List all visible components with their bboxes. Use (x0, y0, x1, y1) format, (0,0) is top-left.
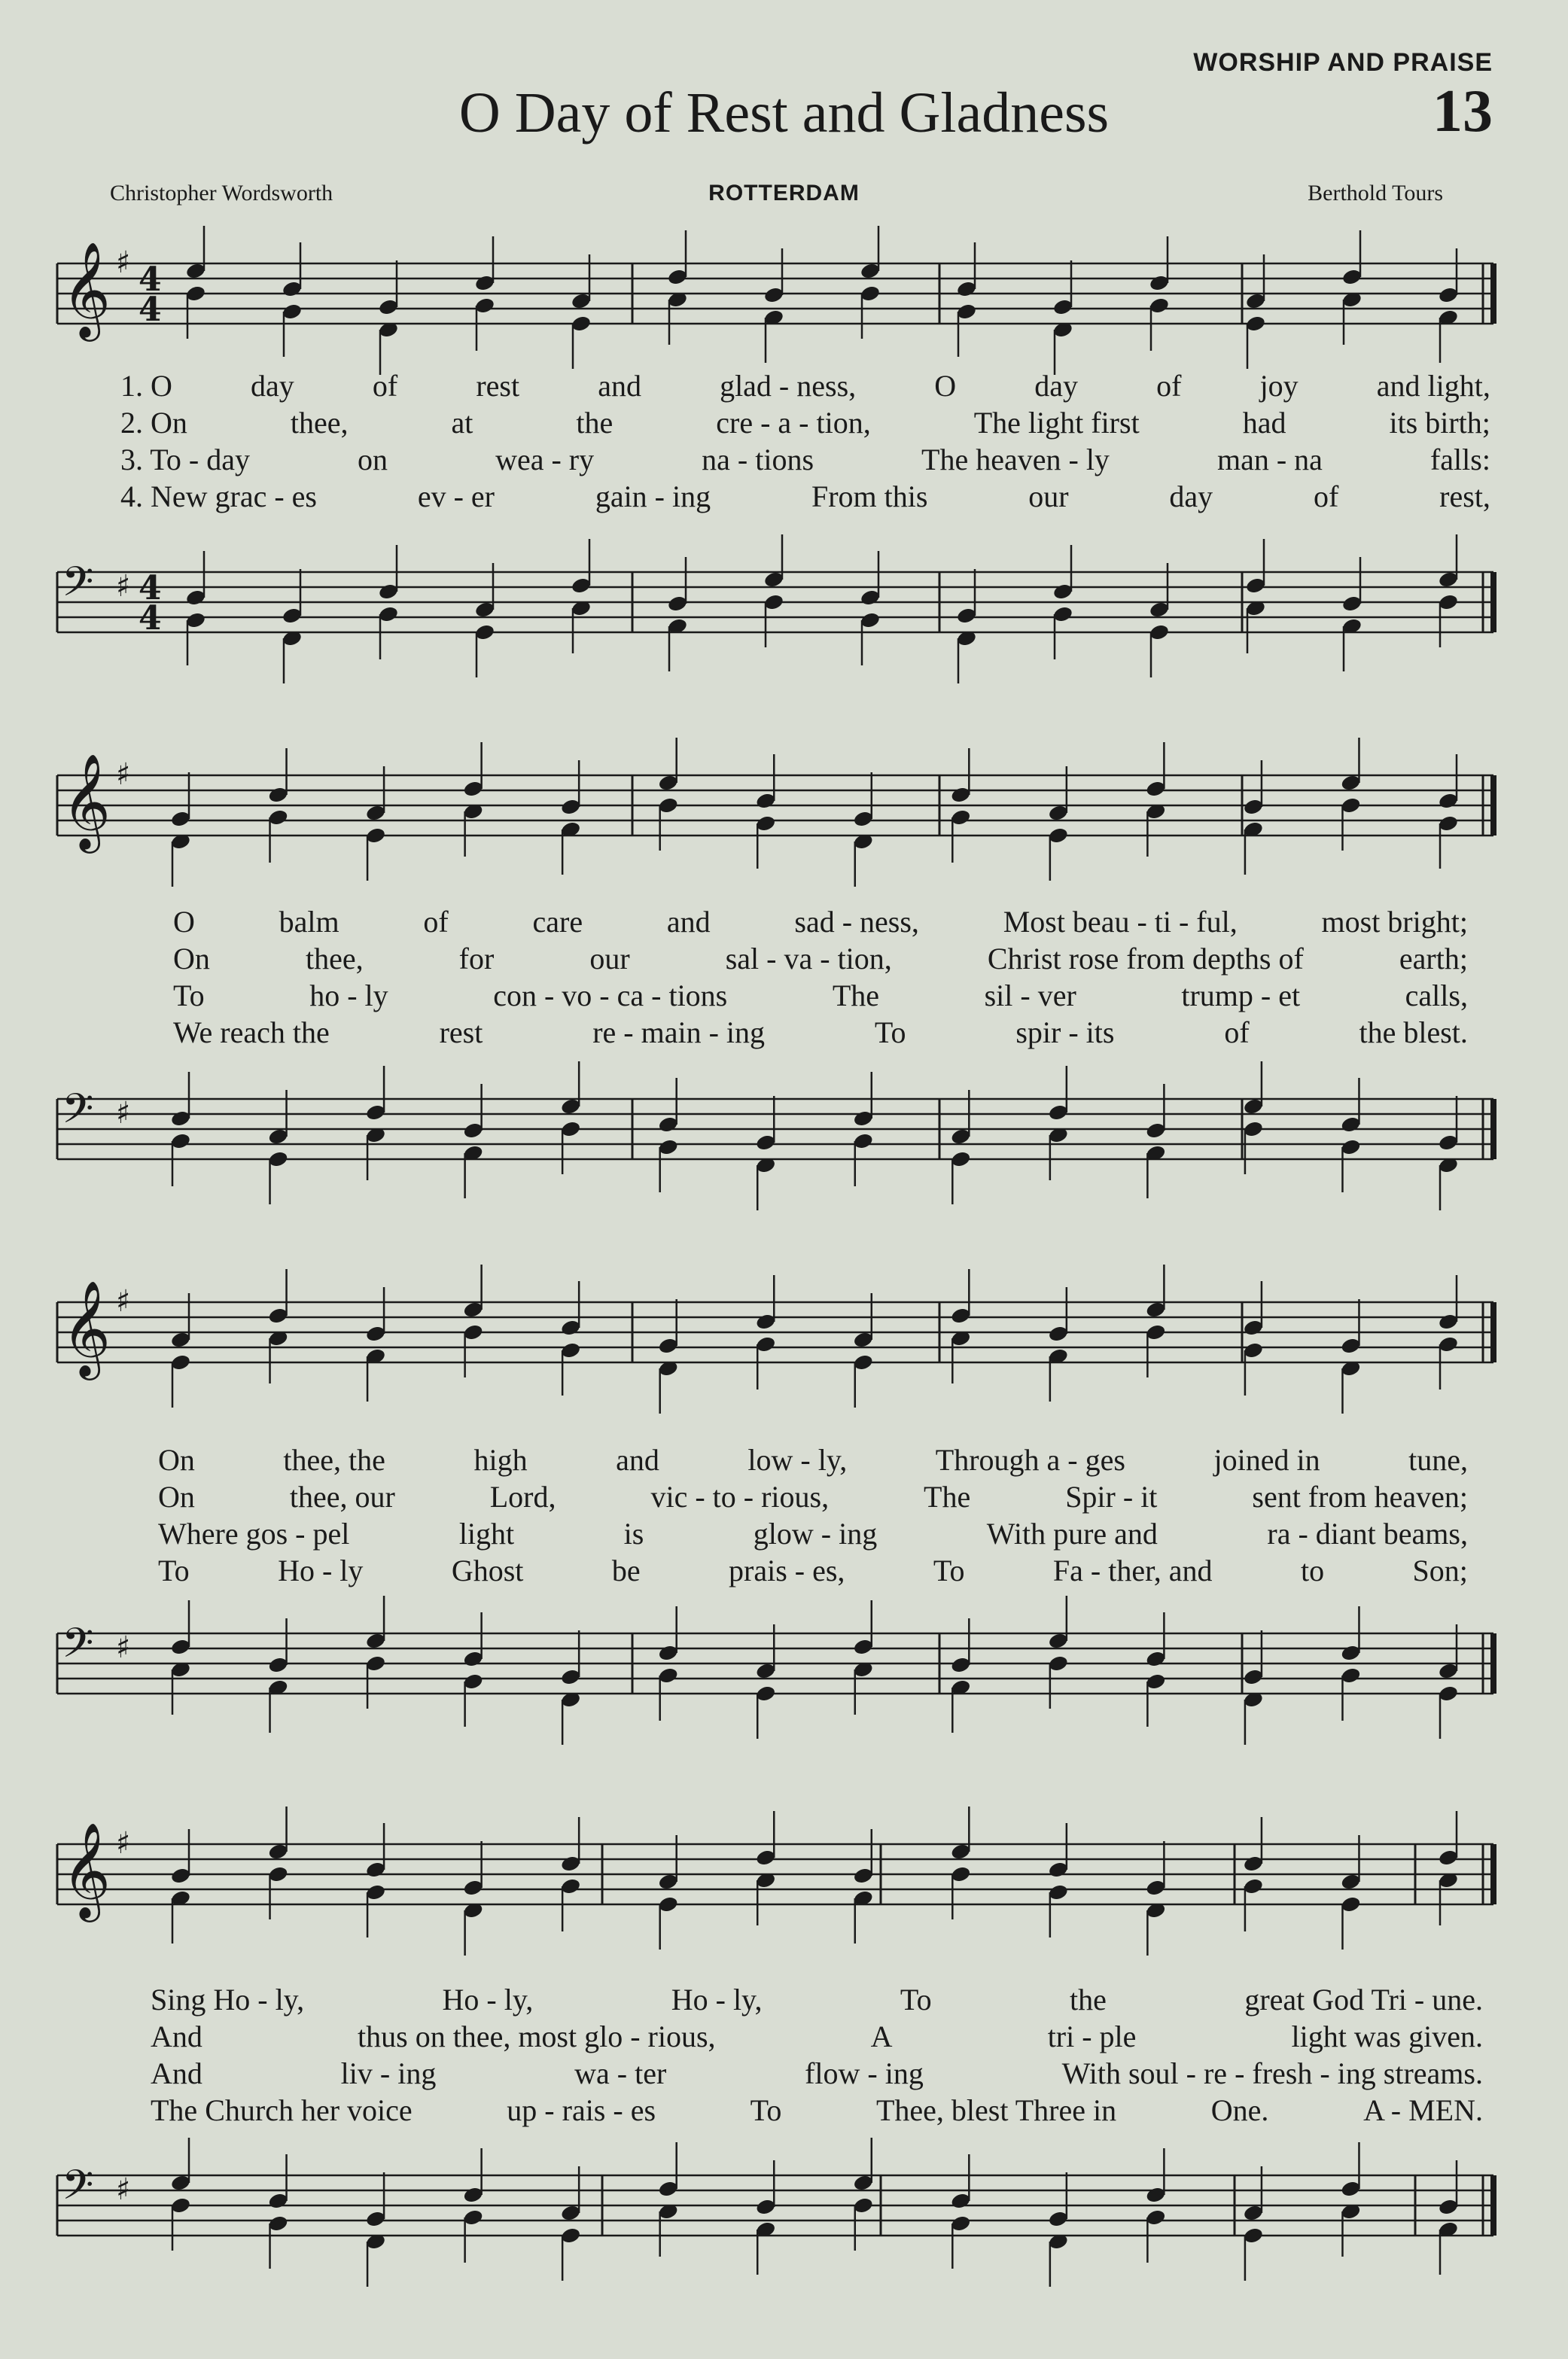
lyric-verse-1 (173, 903, 1468, 940)
lyric-verse-2 (120, 404, 1490, 441)
lyric-syllable: na - tions (702, 443, 814, 476)
lyric-syllable: With soul - re - fresh - ing streams. (1061, 2056, 1483, 2090)
lyric-syllable: And (151, 2056, 202, 2090)
author-credit: Christopher Wordsworth (110, 181, 333, 205)
lyric-verse-2 (173, 940, 1468, 977)
lyric-syllable: A (870, 2020, 893, 2053)
lyric-syllable: our (1028, 479, 1069, 513)
lyric-verse-3 (173, 977, 1468, 1014)
svg-text:𝄞: 𝄞 (62, 1280, 111, 1376)
lyric-syllable: Fa - ther, and (1052, 1554, 1213, 1587)
lyric-syllable: great God Tri - une. (1244, 1983, 1483, 2017)
lyric-syllable: To (158, 1554, 190, 1587)
svg-text:𝄞: 𝄞 (62, 753, 111, 849)
svg-text:♯: ♯ (116, 1826, 131, 1861)
lyric-syllable: thee, the (283, 1443, 385, 1477)
svg-text:4: 4 (139, 291, 162, 329)
lyric-verse-2 (151, 2018, 1483, 2055)
lyric-syllable: wea - ry (495, 443, 595, 476)
lyric-syllable: Ho - ly, (671, 1983, 763, 2017)
lyric-syllable: On (158, 1443, 195, 1477)
lyric-syllable: Ho - ly, (442, 1983, 534, 2017)
lyric-syllable: balm (279, 905, 339, 939)
lyric-syllable: 1. O (120, 369, 172, 403)
lyric-verse-2 (158, 1478, 1468, 1515)
lyric-syllable: 4. New grac - es (120, 479, 317, 513)
lyric-syllable: day (1169, 479, 1213, 513)
lyric-syllable: light (458, 1517, 515, 1551)
lyrics-system-2 (173, 903, 1468, 1051)
lyric-syllable: low - ly, (747, 1443, 848, 1477)
svg-text:𝄞: 𝄞 (62, 241, 111, 337)
lyric-syllable: Sing Ho - ly, (151, 1983, 305, 2017)
lyric-syllable: tune, (1408, 1443, 1468, 1477)
lyric-verse-3 (158, 1515, 1468, 1552)
lyric-syllable: The (832, 979, 880, 1012)
lyric-syllable: of (423, 905, 449, 939)
lyric-syllable: joined in (1213, 1443, 1320, 1477)
lyric-syllable: To (874, 1015, 906, 1049)
lyric-syllable: is (623, 1517, 644, 1551)
hymn-number: 13 (1433, 78, 1493, 145)
lyric-verse-4 (151, 2092, 1483, 2129)
lyric-syllable: From this (811, 479, 928, 513)
lyric-syllable: joy (1259, 369, 1299, 403)
lyric-syllable: glad - ness, (720, 369, 857, 403)
lyric-syllable: of (1224, 1015, 1250, 1049)
lyric-syllable: 2. On (120, 406, 187, 440)
bass-staff-system-4 (0, 2138, 1568, 2288)
lyric-syllable: rest, (1439, 479, 1490, 513)
lyric-syllable: its birth; (1389, 406, 1490, 440)
lyric-syllable: of (372, 369, 398, 403)
svg-text:♯: ♯ (116, 2172, 131, 2207)
lyric-syllable: liv - ing (340, 2056, 437, 2090)
lyric-syllable: The heaven - ly (921, 443, 1110, 476)
lyric-syllable: tri - ple (1047, 2020, 1137, 2053)
svg-text:𝄢: 𝄢 (62, 1619, 94, 1677)
lyric-syllable: To (750, 2093, 782, 2127)
lyric-syllable: of (1156, 369, 1182, 403)
hymn-title: O Day of Rest and Gladness (458, 81, 1110, 145)
lyric-syllable: for (458, 942, 495, 976)
lyric-syllable: day (1034, 369, 1079, 403)
lyric-syllable: be (611, 1554, 641, 1587)
treble-staff-system-2 (0, 738, 1568, 888)
svg-text:♯: ♯ (116, 1630, 131, 1665)
lyric-syllable: thee, (305, 942, 364, 976)
lyric-syllable: O (934, 369, 957, 403)
lyric-syllable: the blest. (1359, 1015, 1468, 1049)
svg-text:♯: ♯ (116, 569, 131, 604)
lyric-syllable: spir - its (1015, 1015, 1115, 1049)
lyric-syllable: wa - ter (574, 2056, 667, 2090)
lyric-verse-4 (173, 1014, 1468, 1051)
lyric-syllable: To (900, 1983, 932, 2017)
lyric-syllable: The (924, 1480, 971, 1514)
treble-staff-system-3 (0, 1265, 1568, 1415)
lyric-syllable: thee, (290, 406, 349, 440)
lyric-syllable: rest (439, 1015, 483, 1049)
svg-text:♯: ♯ (116, 757, 131, 792)
lyric-syllable: the (1070, 1983, 1107, 2017)
lyric-syllable: And (151, 2020, 202, 2053)
lyric-syllable: The Church her voice (151, 2093, 413, 2127)
bass-staff-system-3 (0, 1596, 1568, 1746)
lyric-syllable: On (173, 942, 210, 976)
lyric-syllable: man - na (1216, 443, 1323, 476)
lyric-syllable: had (1242, 406, 1286, 440)
lyric-syllable: thee, our (289, 1480, 395, 1514)
svg-text:4: 4 (139, 260, 162, 299)
lyric-syllable: cre - a - tion, (716, 406, 871, 440)
lyric-syllable: Spir - it (1065, 1480, 1158, 1514)
lyric-verse-3 (151, 2055, 1483, 2092)
svg-text:♯: ♯ (116, 1096, 131, 1131)
lyric-syllable: con - vo - ca - tions (493, 979, 728, 1012)
lyric-syllable: To (933, 1554, 965, 1587)
lyric-syllable: earth; (1399, 942, 1468, 976)
svg-text:𝄢: 𝄢 (62, 558, 94, 616)
lyric-syllable: at (451, 406, 473, 440)
svg-text:4: 4 (139, 569, 162, 607)
lyric-syllable: Christ rose from depths of (987, 942, 1304, 976)
lyric-syllable: calls, (1405, 979, 1468, 1012)
lyric-syllable: Where gos - pel (158, 1517, 350, 1551)
lyric-syllable: ev - er (417, 479, 495, 513)
lyric-verse-3 (120, 441, 1490, 478)
lyric-syllable: One. (1210, 2093, 1269, 2127)
lyric-syllable: to (1300, 1554, 1325, 1587)
lyric-syllable: On (158, 1480, 195, 1514)
lyrics-system-4 (151, 1981, 1483, 2129)
bass-staff-system-2 (0, 1061, 1568, 1212)
lyric-syllable: Most beau - ti - ful, (1003, 905, 1238, 939)
lyric-syllable: rest (476, 369, 520, 403)
treble-staff-system-4 (0, 1807, 1568, 1957)
lyric-syllable: light was given. (1291, 2020, 1483, 2053)
svg-text:𝄢: 𝄢 (62, 1085, 94, 1143)
lyric-syllable: ra - diant beams, (1267, 1517, 1468, 1551)
lyric-syllable: ho - ly (309, 979, 388, 1012)
lyric-syllable: Thee, blest Three in (875, 2093, 1117, 2127)
svg-text:𝄢: 𝄢 (62, 2161, 94, 2219)
lyrics-system-3 (158, 1441, 1468, 1589)
lyric-syllable: Through a - ges (935, 1443, 1125, 1477)
lyric-verse-4 (158, 1552, 1468, 1589)
lyric-syllable: We reach the (173, 1015, 330, 1049)
lyric-syllable: falls: (1429, 443, 1490, 476)
lyric-syllable: and light, (1376, 369, 1490, 403)
svg-text:♯: ♯ (116, 245, 131, 280)
svg-text:4: 4 (139, 599, 162, 638)
lyric-syllable: most bright; (1321, 905, 1468, 939)
lyric-syllable: and (616, 1443, 659, 1477)
lyric-syllable: prais - es, (729, 1554, 845, 1587)
lyric-syllable: vic - to - rious, (650, 1480, 830, 1514)
lyrics-system-1 (120, 367, 1490, 515)
lyric-syllable: To (173, 979, 205, 1012)
bass-staff-system-1 (0, 534, 1568, 685)
lyric-syllable: 3. To - day (120, 443, 250, 476)
svg-text:♯: ♯ (116, 1284, 131, 1319)
composer-credit: Berthold Tours (1308, 181, 1443, 205)
lyric-syllable: A - MEN. (1363, 2093, 1483, 2127)
lyric-syllable: The light first (973, 406, 1140, 440)
lyric-verse-4 (120, 478, 1490, 515)
lyric-syllable: of (1314, 479, 1339, 513)
lyric-syllable: glow - ing (753, 1517, 878, 1551)
lyric-syllable: on (358, 443, 388, 476)
lyric-syllable: sent from heaven; (1252, 1480, 1468, 1514)
tune-name: ROTTERDAM (708, 181, 860, 205)
lyric-syllable: sal - va - tion, (725, 942, 892, 976)
lyric-syllable: Ghost (451, 1554, 524, 1587)
lyric-syllable: With pure and (986, 1517, 1158, 1551)
lyric-syllable: and (598, 369, 641, 403)
lyric-syllable: high (473, 1443, 528, 1477)
lyric-syllable: Lord, (489, 1480, 556, 1514)
lyric-syllable: O (173, 905, 195, 939)
lyric-syllable: day (251, 369, 294, 403)
lyric-syllable: our (589, 942, 630, 976)
lyric-syllable: sad - ness, (794, 905, 919, 939)
lyric-syllable: and (666, 905, 711, 939)
lyric-syllable: up - rais - es (507, 2093, 656, 2127)
lyric-syllable: Ho - ly (278, 1554, 364, 1587)
lyric-syllable: care (532, 905, 583, 939)
lyric-syllable: re - main - ing (592, 1015, 766, 1049)
lyric-syllable: flow - ing (805, 2056, 924, 2090)
lyric-syllable: gain - ing (595, 479, 711, 513)
lyric-syllable: trump - et (1181, 979, 1301, 1012)
lyric-syllable: the (576, 406, 613, 440)
lyric-verse-1 (158, 1441, 1468, 1478)
lyric-syllable: Son; (1412, 1554, 1468, 1587)
lyric-verse-1 (151, 1981, 1483, 2018)
treble-staff-system-1 (0, 226, 1568, 376)
lyric-syllable: sil - ver (984, 979, 1076, 1012)
section-label: WORSHIP AND PRAISE (1193, 48, 1493, 77)
svg-text:𝄞: 𝄞 (62, 1822, 111, 1918)
lyric-verse-1 (120, 367, 1490, 404)
lyric-syllable: thus on thee, most glo - rious, (358, 2020, 716, 2053)
